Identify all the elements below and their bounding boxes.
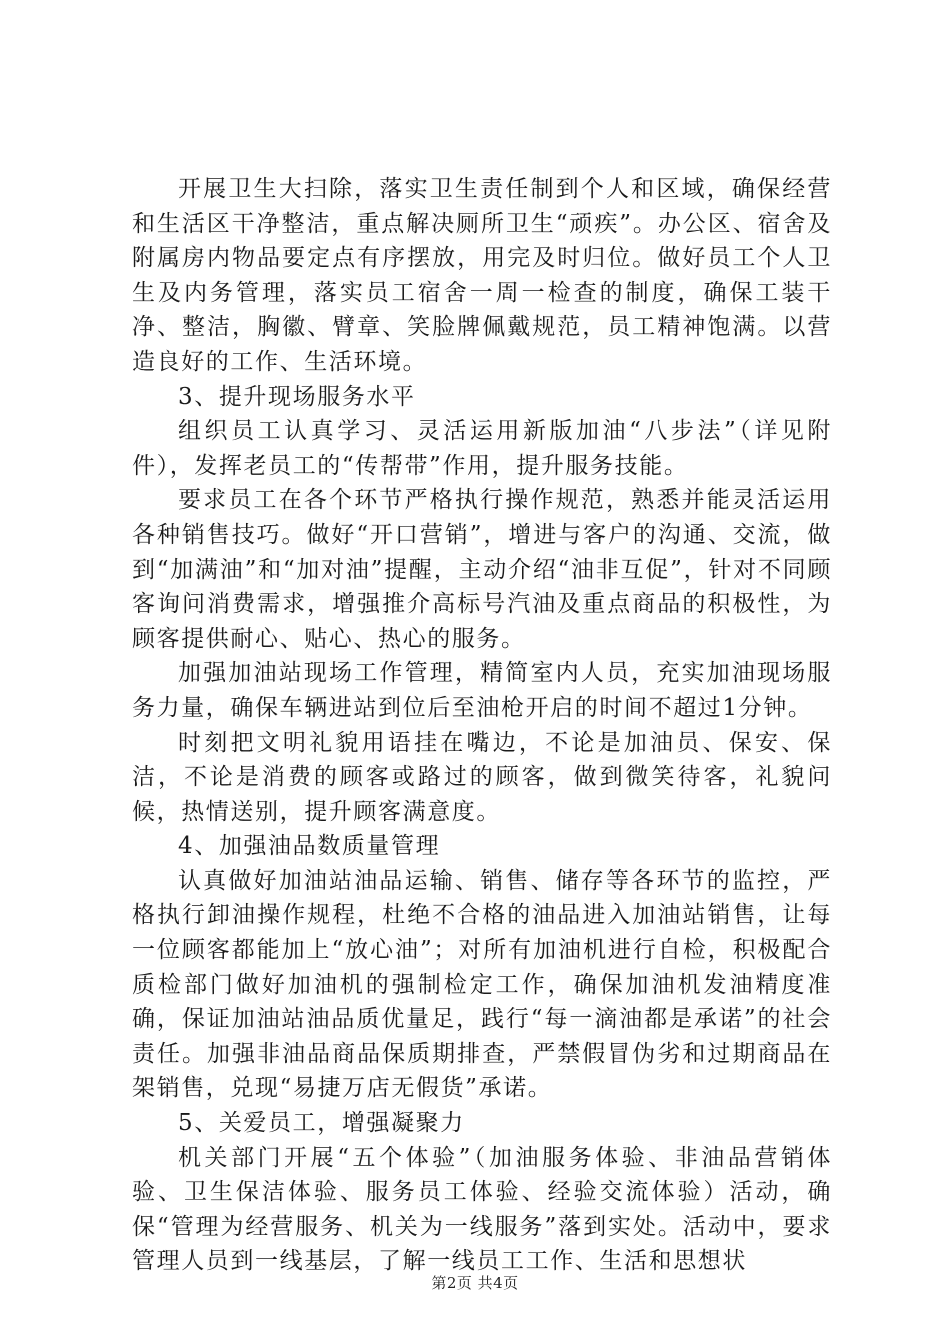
page-number-footer: 第2页 共4页: [431, 1274, 519, 1292]
section-heading-service: 3、提升现场服务水平: [178, 383, 416, 410]
paragraph-five-experiences: 机关部门开展“五个体验”（加油服务体验、非油品营销体验、卫生保洁体验、服务员工体验、经验交流体验）活动，确保“管理为经营服务、机关为一线服务”落到实处。活动中，要求管理人员到一线基层，了解一线员工工作、生活和思想状: [132, 1144, 832, 1275]
paragraph-courtesy: 时刻把文明礼貌用语挂在嘴边，不论是加油员、保安、保洁，不论是消费的顾客或路过的顾客，做到微笑待客，礼貌问候，热情送别，提升顾客满意度。: [132, 729, 832, 825]
paragraph-sanitation: 开展卫生大扫除，落实卫生责任制到个人和区域，确保经营和生活区干净整洁，重点解决厕所卫生“顽疾”。办公区、宿舍及附属房内物品要定点有序摆放，用完及时归位。做好员工个人卫生及内务管理，落实员工宿舍一周一检查的制度，确保工装干净、整洁，胸徽、臂章、笑脸牌佩戴规范，员工精神饱满。以营造良好的工作、生活环境。: [132, 176, 832, 375]
section-heading-staff-care: 5、关爱员工，增强凝聚力: [178, 1110, 465, 1137]
section-heading-fuel-quality: 4、加强油品数质量管理: [178, 833, 441, 860]
paragraph-eight-steps: 组织员工认真学习、灵活运用新版加油“八步法”（详见附件），发挥老员工的“传帮带”作用，提升服务技能。: [132, 418, 832, 479]
document-body: [132, 172, 832, 1279]
paragraph-sales-skills: 要求员工在各个环节严格执行操作规范，熟悉并能灵活运用各种销售技巧。做好“开口营销”，增进与客户的沟通、交流，做到“加满油”和“加对油”提醒，主动介绍“油非互促”，针对不同顾客询问消费需求，增强推介高标号汽油及重点商品的积极性，为顾客提供耐心、贴心、热心的服务。: [132, 487, 832, 652]
paragraph-fuel-monitoring: 认真做好加油站油品运输、销售、储存等各环节的监控，严格执行卸油操作规程，杜绝不合格的油品进入加油站销售，让每一位顾客都能加上“放心油”；对所有加油机进行自检，积极配合质检部门做好加油机的强制检定工作，确保加油机发油精度准确，保证加油站油品质优量足，践行“每一滴油都是承诺”的社会责任。加强非油品商品保质期排查，严禁假冒伪劣和过期商品在架销售，兑现“易捷万店无假货”承诺。: [132, 867, 832, 1102]
paragraph-site-management: 加强加油站现场工作管理，精简室内人员，充实加油现场服务力量，确保车辆进站到位后至油枪开启的时间不超过1分钟。: [132, 660, 832, 721]
